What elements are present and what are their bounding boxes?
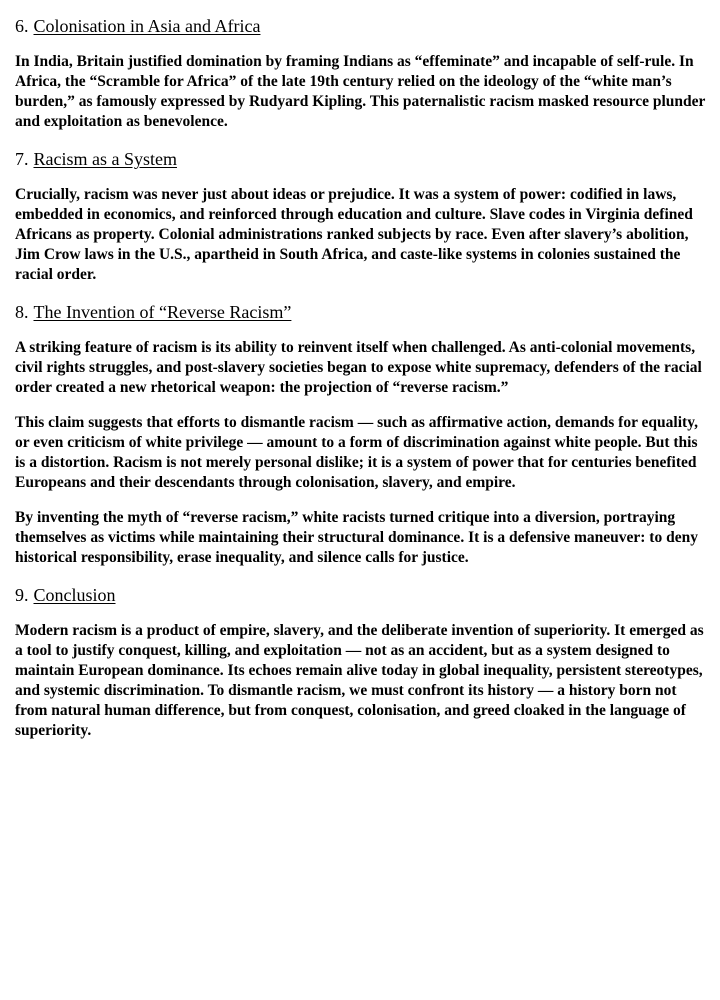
paragraph: A striking feature of racism is its ability to reinvent itself when challenged. As anti-colonial movements, civil rights struggles, and post-slavery societies began to expose white supremacy, defenders of the racial order created a new rhetorical weapon: the projection of “reverse racism.”: [15, 339, 702, 396]
section-title: Colonisation in Asia and Africa: [33, 16, 261, 36]
section-title: Racism as a System: [33, 149, 177, 169]
section-heading: [15, 300, 707, 324]
paragraph: By inventing the myth of “reverse racism,” white racists turned critique into a diversion, portraying themselves as victims while maintaining their structural dominance. It is a defensive maneuver: to deny historical responsibility, erase inequality, and silence calls for justice.: [15, 509, 698, 566]
section-heading: [15, 583, 707, 607]
section-title: Conclusion: [33, 585, 116, 605]
section-heading: [15, 147, 707, 171]
paragraph: This claim suggests that efforts to dismantle racism — such as affirmative action, demands for equality, or even criticism of white privilege — amount to a form of discrimination against white people. But this is a distortion. Racism is not merely personal dislike; it is a system of power that for centuries benefited Europeans and their descendants through colonisation, slavery, and empire.: [15, 414, 698, 491]
document-page: [15, 14, 707, 756]
paragraph: Crucially, racism was never just about ideas or prejudice. It was a system of power: codified in laws, embedded in economics, and reinforced through education and culture. Slave codes in Virginia defined Africans as property. Colonial administrations ranked subjects by race. Even after slavery’s abolition, Jim Crow laws in the U.S., apartheid in South Africa, and caste-like systems in colonies sustained the racial order.: [15, 186, 693, 283]
section-reverse-racism: [15, 300, 707, 568]
section-heading: [15, 14, 707, 38]
section-number: 7.: [15, 149, 29, 169]
section-number: 8.: [15, 302, 29, 322]
section-number: 6.: [15, 16, 29, 36]
section-colonisation: [15, 14, 707, 132]
section-title: The Invention of “Reverse Racism”: [33, 302, 292, 322]
paragraph: In India, Britain justified domination by framing Indians as “effeminate” and incapable of self-rule. In Africa, the “Scramble for Africa” of the late 19th century relied on the ideology of the “white man’s burden,” as famously expressed by Rudyard Kipling. This paternalistic racism masked resource plunder and exploitation as benevolence.: [15, 53, 706, 130]
section-conclusion: [15, 583, 707, 741]
section-number: 9.: [15, 585, 29, 605]
section-racism-as-system: [15, 147, 707, 285]
paragraph: Modern racism is a product of empire, slavery, and the deliberate invention of superiority. It emerged as a tool to justify conquest, killing, and exploitation — not as an accident, but as a system designed to maintain European dominance. Its echoes remain alive today in global inequality, persistent stereotypes, and systemic discrimination. To dismantle racism, we must confront its history — a history born not from natural human difference, but from conquest, colonisation, and greed cloaked in the language of superiority.: [15, 622, 704, 739]
